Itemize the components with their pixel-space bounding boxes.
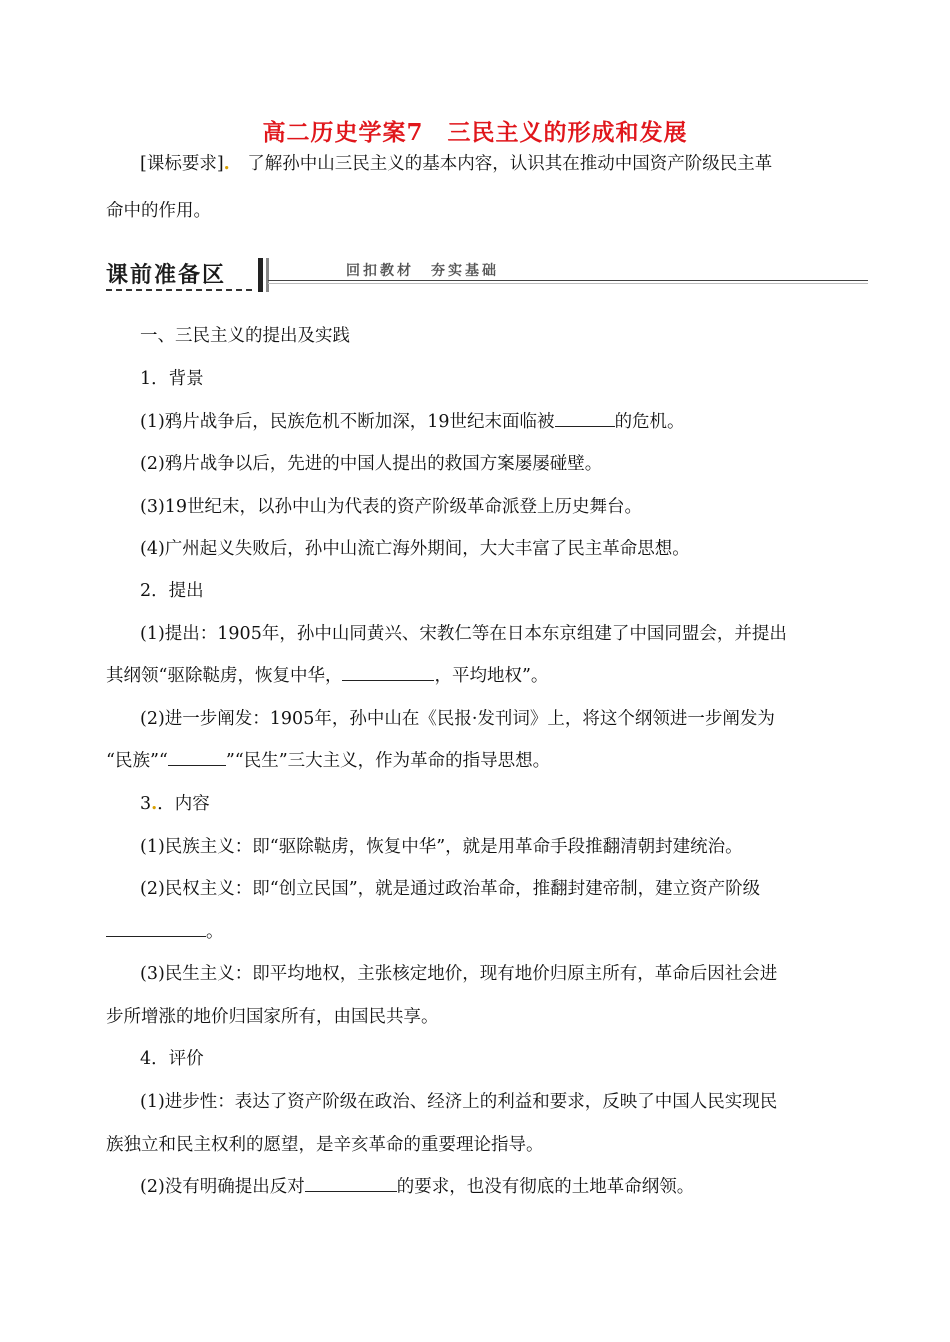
proposal-item-2-cont: [106, 747, 550, 772]
background-item-3: (3)19世纪末，以孙中山为代表的资产阶级革命派登上历史舞台。: [140, 497, 643, 517]
content-heading-number: 3: [140, 794, 152, 814]
requirement-line-1: [140, 150, 772, 175]
fill-blank[interactable]: [106, 920, 206, 937]
background-item-1: [140, 408, 685, 433]
evaluation-item-2-text: (2)没有明确提出反对: [140, 1177, 305, 1197]
content-item-3: (3)民生主义：即平均地权，主张核定地价，现有地价归原主所有，革命后因社会进: [140, 964, 778, 984]
content-heading: [140, 790, 210, 815]
fill-blank[interactable]: [555, 410, 615, 427]
page-title: 高二历史学案7 三民主义的形成和发展: [262, 119, 688, 146]
banner-divider-bar-light: [266, 258, 269, 292]
evaluation-heading: 4．评价: [140, 1049, 204, 1069]
content-item-2-cont: [106, 918, 224, 943]
background-heading: 1．背景: [140, 369, 204, 389]
background-item-1-tail: 的危机。: [614, 412, 685, 432]
proposal-item-2: (2)进一步阐发：1905年，孙中山在《民报·发刊词》上，将这个纲领进一步阐发为: [140, 709, 775, 729]
proposal-item-1-text: 其纲领“驱除鞑虏，恢复中华，: [106, 666, 343, 686]
banner-rule: [268, 280, 868, 284]
content-item-2: (2)民权主义：即“创立民国”，就是通过政治革命，推翻封建帝制，建立资产阶级: [140, 879, 761, 899]
proposal-item-1: (1)提出：1905年，孙中山同黄兴、宋教仁等在日本东京组建了中国同盟会，并提出: [140, 624, 787, 644]
requirement-text-1: 了解孙中山三民主义的基本内容，认识其在推动中国资产阶级民主革: [247, 154, 773, 174]
requirement-line-2: 命中的作用。: [106, 201, 211, 221]
evaluation-item-2: [140, 1173, 694, 1198]
content-item-3-cont: 步所增涨的地价归国家所有，由国民共享。: [106, 1007, 439, 1027]
evaluation-item-1-cont: 族独立和民主权利的愿望，是辛亥革命的重要理论指导。: [106, 1135, 544, 1155]
fill-blank[interactable]: [342, 664, 434, 681]
content-item-1: (1)民族主义：即“驱除鞑虏，恢复中华”，就是用革命手段推翻清朝封建统治。: [140, 837, 743, 857]
proposal-item-1-tail: ，平均地权”。: [434, 666, 549, 686]
fill-blank[interactable]: [168, 749, 226, 766]
evaluation-item-1: (1)进步性：表达了资产阶级在政治、经济上的利益和要求，反映了中国人民实现民: [140, 1092, 778, 1112]
section-heading: 一、三民主义的提出及实践: [140, 326, 350, 346]
banner-label: 课前准备区: [106, 263, 227, 288]
evaluation-item-2-tail: 的要求，也没有彻底的土地革命纲领。: [396, 1177, 695, 1197]
background-item-4: (4)广州起义失败后，孙中山流亡海外期间，大大丰富了民主革命思想。: [140, 539, 690, 559]
banner-subtitle: 回扣教材 夯实基础: [346, 263, 499, 279]
proposal-item-2-text: “民族”“: [106, 751, 168, 771]
banner-divider-bar: [258, 258, 263, 292]
section-banner: [106, 258, 868, 294]
fill-blank[interactable]: [305, 1175, 397, 1192]
background-item-1-text: (1)鸦片战争后，民族危机不断加深，19世纪末面临被: [140, 412, 555, 432]
content-heading-text: ．内容: [157, 794, 210, 814]
banner-underline: [106, 289, 252, 291]
content-heading-dot: .: [151, 794, 158, 814]
proposal-heading: 2．提出: [140, 581, 204, 601]
background-item-2: (2)鸦片战争以后，先进的中国人提出的救国方案屡屡碰壁。: [140, 454, 603, 474]
proposal-item-2-tail: ”“民生”三大主义，作为革命的指导思想。: [225, 751, 551, 771]
requirement-tag: [课标要求]: [140, 154, 224, 174]
proposal-item-1-cont: [106, 662, 548, 687]
requirement-dot: .: [223, 154, 230, 174]
content-item-2-tail: 。: [206, 922, 224, 942]
